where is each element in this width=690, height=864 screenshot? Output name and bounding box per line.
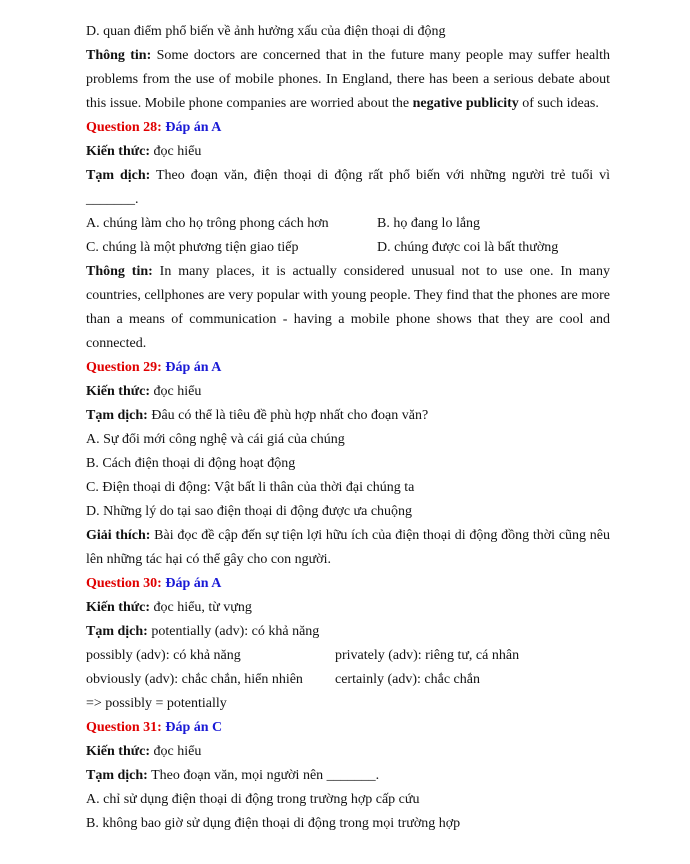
knowledge-text: đọc hiểu [150, 744, 202, 759]
option-d: D. chúng được coi là bất thường [377, 240, 559, 255]
options-row-2 [86, 236, 610, 260]
answer-label: Đáp án A [165, 120, 222, 135]
option-c: C. chúng là một phương tiện giao tiếp [86, 240, 299, 255]
info-label: Thông tin: [86, 48, 152, 63]
vocab-a: possibly (adv): có khả năng [86, 648, 241, 663]
translation-line [86, 404, 610, 428]
option-b: B. không bao giờ sử dụng điện thoại di động trong mọi trường hợp [86, 816, 461, 831]
knowledge-label: Kiến thức: [86, 744, 151, 759]
translation-line [86, 164, 610, 188]
option-b: B. họ đang lo lắng [377, 216, 481, 231]
translation-label: Tạm dịch: [86, 624, 148, 639]
knowledge-label: Kiến thức: [86, 600, 151, 615]
option-a: A. chúng làm cho họ trông phong cách hơn [86, 216, 329, 231]
vocab-c: obviously (adv): chắc chắn, hiển nhiên [86, 672, 303, 687]
answer-label: Đáp án A [165, 360, 222, 375]
question-label: Question 29: [86, 360, 162, 375]
translation-text: Đâu có thể là tiêu đề phù hợp nhất cho đoạn văn? [147, 408, 429, 423]
explanation-label: Giải thích: [86, 528, 151, 543]
knowledge-line [86, 740, 610, 764]
translation-line [86, 764, 610, 788]
knowledge-label: Kiến thức: [86, 384, 151, 399]
answer-label: Đáp án C [165, 720, 223, 735]
answer-label: Đáp án A [165, 576, 222, 591]
option-c: C. Điện thoại di động: Vật bất li thân của thời đại chúng ta [86, 480, 415, 495]
vocab-d: certainly (adv): chắc chắn [335, 672, 480, 687]
info-text-end: of such ideas. [518, 96, 599, 111]
question-31-heading [86, 716, 610, 740]
option-a: A. chỉ sử dụng điện thoại di động trong trường hợp cấp cứu [86, 792, 420, 807]
info-label: Thông tin: [86, 264, 153, 279]
document-page [86, 20, 610, 836]
explanation-paragraph [86, 524, 610, 572]
vocab-row-2 [86, 668, 610, 692]
info-paragraph-2 [86, 260, 610, 356]
question-28-heading [86, 116, 610, 140]
explanation-text: Bài đọc đề cập đến sự tiện lợi hữu ích của điện thoại di động đồng thời cũng nêu lên những tác hại có thể gây cho con người. [86, 528, 610, 567]
vocab-row-1 [86, 644, 610, 668]
question-label: Question 31: [86, 720, 162, 735]
translation-label: Tạm dịch: [86, 768, 148, 783]
knowledge-text: đọc hiểu [150, 384, 202, 399]
translation-line [86, 620, 610, 644]
info-bold-phrase: negative publicity [412, 96, 519, 111]
translation-label: Tạm dịch: [86, 408, 148, 423]
info-paragraph-1 [86, 44, 610, 116]
translation-text: potentially (adv): có khả năng [147, 624, 320, 639]
vocab-b: privately (adv): riêng tư, cá nhân [335, 648, 520, 663]
question-29-heading [86, 356, 610, 380]
options-row-1 [86, 212, 610, 236]
knowledge-line [86, 380, 610, 404]
option-b: B. Cách điện thoại di động hoạt động [86, 456, 296, 471]
blank-line: _______. [86, 192, 139, 207]
knowledge-label: Kiến thức: [86, 144, 151, 159]
question-30-heading [86, 572, 610, 596]
knowledge-line [86, 596, 610, 620]
equivalence-line: => possibly = potentially [86, 696, 227, 711]
knowledge-text: đọc hiểu [150, 144, 202, 159]
info-text: In many places, it is actually considered unusual not to use one. In many countries, cellphones are very popular with young people. They find that the phones are more than a means of communication - having a mobile phone shows that they are cool and connected. [86, 264, 610, 351]
question-label: Question 30: [86, 576, 162, 591]
option-a: A. Sự đổi mới công nghệ và cái giá của chúng [86, 432, 345, 447]
option-d: D. Những lý do tại sao điện thoại di động được ưa chuộng [86, 504, 413, 519]
translation-text: Theo đoạn văn, mọi người nên _______. [147, 768, 380, 783]
knowledge-line [86, 140, 610, 164]
question-label: Question 28: [86, 120, 162, 135]
info-text: Some doctors are concerned that in the future many people may suffer health problems from the use of mobile phones. In England, there has been a serious debate about this issue. Mobile phone companies are worried about the [86, 48, 610, 111]
translation-label: Tạm dịch: [86, 168, 151, 183]
option-d-line: D. quan điểm phổ biến về ảnh hưởng xấu của điện thoại di động [86, 24, 446, 39]
translation-text: Theo đoạn văn, điện thoại di động rất phổ biến với những người trẻ tuổi vì [150, 168, 610, 183]
knowledge-text: đọc hiểu, từ vựng [150, 600, 252, 615]
